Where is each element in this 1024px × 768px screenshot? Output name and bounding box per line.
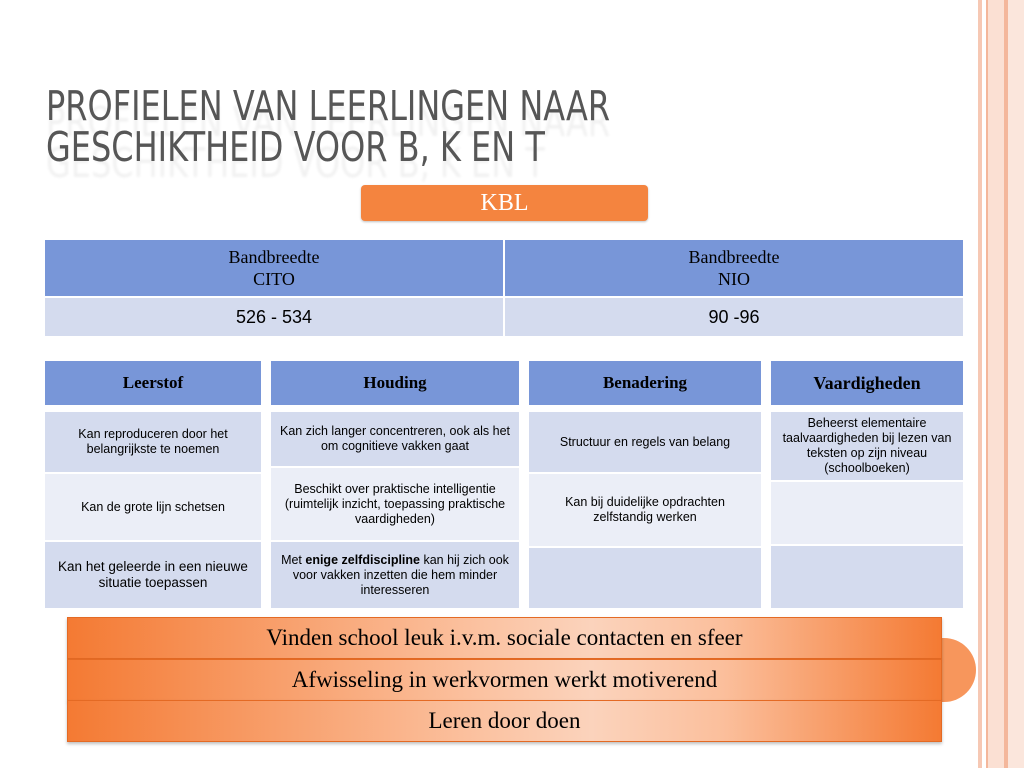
column-leerstof <box>44 360 262 609</box>
houding-cell-1: Kan zich langer concentreren, ook als het om cognitieve vakken gaat <box>270 411 520 467</box>
nio-header-line-2: NIO <box>718 269 750 289</box>
vaardigheden-cell-3 <box>770 545 964 609</box>
bandbreedte-table <box>44 239 964 337</box>
nio-value: 90 -96 <box>504 297 964 337</box>
houding-cell-3 <box>270 541 520 609</box>
bandbreedte-header-row <box>44 239 964 297</box>
column-header-vaardigheden: Vaardigheden <box>770 360 964 406</box>
column-houding <box>270 360 520 609</box>
benadering-cell-1: Structuur en regels van belang <box>528 411 762 473</box>
houding-cell-3-post: kan hij zich ook voor vakken inzetten die hem minder interesseren <box>292 552 509 597</box>
decor-stripe-2 <box>986 0 1006 768</box>
decor-stripe-3 <box>1006 0 1024 768</box>
leerstof-cell-1: Kan reproduceren door het belangrijkste te noemen <box>44 411 262 473</box>
houding-cell-3-bold: enige zelfdiscipline <box>305 552 420 567</box>
column-header-houding: Houding <box>270 360 520 406</box>
column-header-benadering: Benadering <box>528 360 762 406</box>
title-line-1: PROFIELEN VAN LEERLINGEN NAAR <box>46 82 611 130</box>
vaardigheden-cell-1: Beheerst elementaire taalvaardigheden bij lezen van teksten op zijn niveau (schoolboeken) <box>770 411 964 481</box>
column-vaardigheden <box>770 360 964 609</box>
page-title <box>46 82 865 171</box>
benadering-cell-3 <box>528 547 762 609</box>
decor-stripe-1 <box>978 0 982 768</box>
leerstof-cell-2: Kan de grote lijn schetsen <box>44 473 262 541</box>
cito-header <box>44 239 504 297</box>
title-line-2: GESCHIKTHEID VOOR B, K EN T <box>46 123 545 171</box>
cito-header-line-2: CITO <box>253 269 295 289</box>
vaardigheden-cell-2 <box>770 481 964 545</box>
column-benadering <box>528 360 762 609</box>
cito-value: 526 - 534 <box>44 297 504 337</box>
decor-half-circle <box>940 638 976 702</box>
nio-header <box>504 239 964 297</box>
statement-bar-1: Vinden school leuk i.v.m. sociale contacten en sfeer <box>67 617 942 659</box>
cito-header-line-1: Bandbreedte <box>228 247 320 267</box>
kbl-badge: KBL <box>361 185 648 221</box>
column-header-leerstof: Leerstof <box>44 360 262 406</box>
houding-cell-3-pre: Met <box>281 552 306 567</box>
benadering-cell-2: Kan bij duidelijke opdrachten zelfstandig werken <box>528 473 762 547</box>
statement-bar-3: Leren door doen <box>67 700 942 742</box>
bandbreedte-value-row <box>44 297 964 337</box>
leerstof-cell-3: Kan het geleerde in een nieuwe situatie toepassen <box>44 541 262 609</box>
nio-header-line-1: Bandbreedte <box>688 247 780 267</box>
statement-bar-2: Afwisseling in werkvormen werkt motiverend <box>67 659 942 701</box>
houding-cell-2: Beschikt over praktische intelligentie (ruimtelijk inzicht, toepassing praktische vaardigheden) <box>270 467 520 541</box>
